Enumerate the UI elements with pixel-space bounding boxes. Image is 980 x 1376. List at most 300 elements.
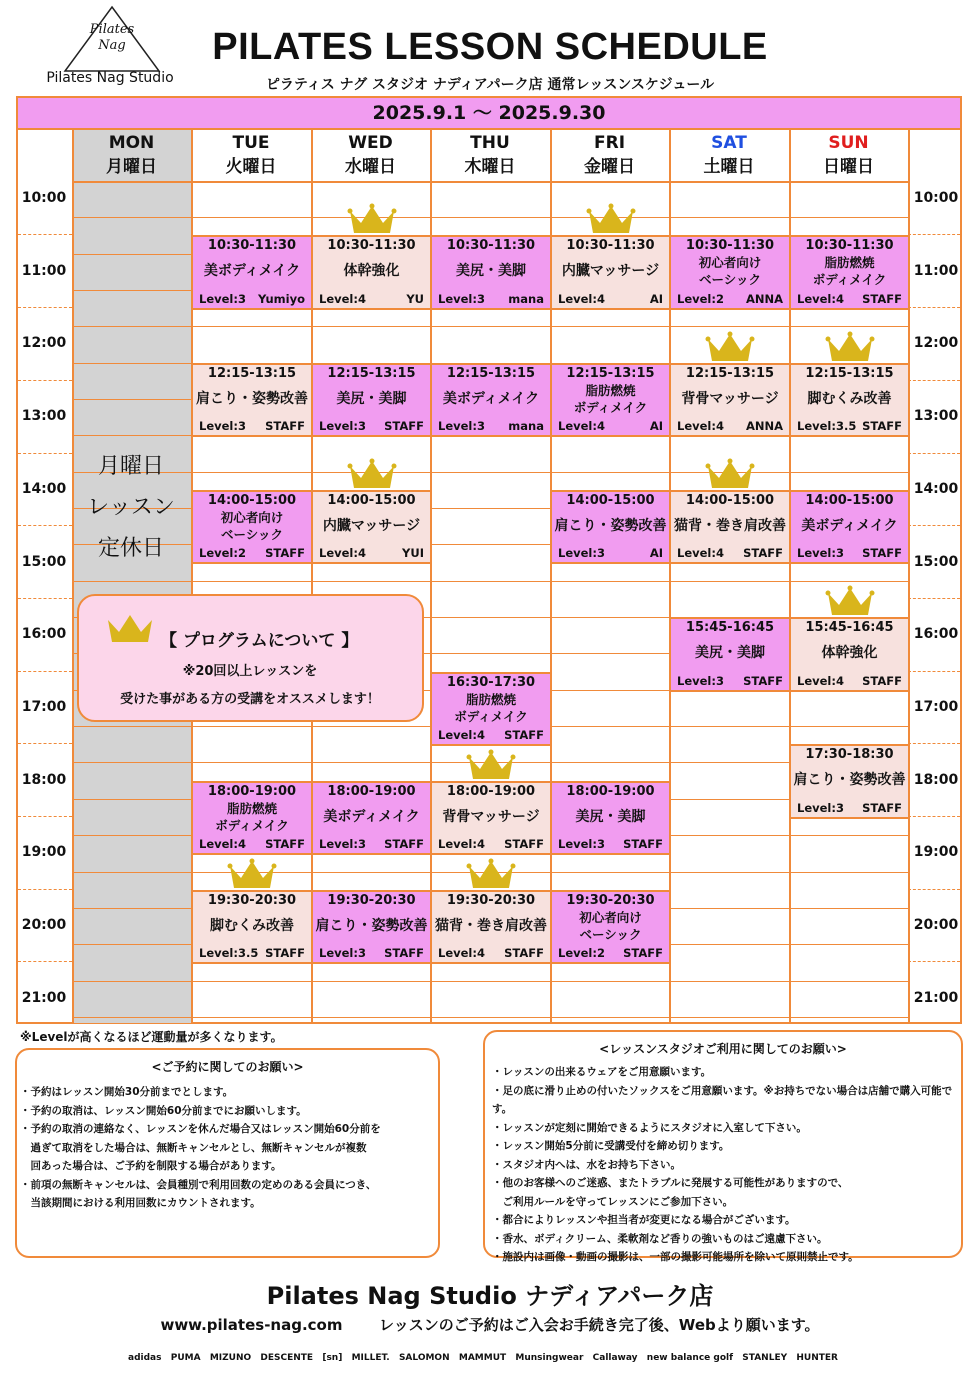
lesson-meta xyxy=(319,292,424,306)
lesson-meta xyxy=(797,419,902,433)
lesson-name-line: 猫背・巻き肩改善 xyxy=(435,917,547,934)
lesson-name xyxy=(791,254,908,288)
grid-row-line xyxy=(72,326,908,327)
lesson-time: 19:30-20:30 xyxy=(327,892,416,908)
time-dash-right xyxy=(908,889,960,890)
time-dash-right xyxy=(908,671,960,672)
note-item: 過ぎて取消をした場合は、無断キャンセルとし、無断キャンセルが複数 xyxy=(20,1141,367,1154)
lesson-time: 19:30-20:30 xyxy=(207,892,297,908)
brand-logo: adidas xyxy=(128,1353,162,1363)
time-label-right: 20:00 xyxy=(913,917,959,933)
lesson-time: 12:15-13:15 xyxy=(207,365,297,381)
lesson-name-line: 背骨マッサージ xyxy=(681,390,779,407)
lesson-name xyxy=(313,261,430,281)
lesson-card[interactable] xyxy=(669,363,791,438)
note-item: ・レッスンが定刻に開始できるようにスタジオに入室して下さい。 xyxy=(492,1121,807,1134)
lesson-level: Level:4 xyxy=(438,728,485,743)
lesson-level: Level:4 xyxy=(438,946,485,961)
time-dash-left xyxy=(18,525,72,526)
lesson-time: 17:30-18:30 xyxy=(805,747,894,763)
lesson-meta xyxy=(797,546,902,560)
lesson-name-line: ボディメイク xyxy=(454,708,528,724)
lesson-card[interactable] xyxy=(669,490,791,565)
lesson-card[interactable] xyxy=(311,235,432,310)
lesson-name-line: 美ボディメイク xyxy=(442,390,540,407)
lesson-time: 16:30-17:30 xyxy=(446,674,536,690)
lesson-level: Level:3.5 xyxy=(797,419,857,434)
lesson-time: 15:45-16:45 xyxy=(685,620,775,635)
lesson-time: 14:00-15:00 xyxy=(566,492,655,508)
lesson-name-line: 初心者向け xyxy=(220,509,284,525)
crown-icon xyxy=(586,203,636,237)
time-dash-left xyxy=(18,234,72,235)
lesson-level: Level:4 xyxy=(438,837,485,852)
time-dash-right xyxy=(908,307,960,308)
lesson-name-line: 脂肪燃焼 xyxy=(824,255,875,271)
lesson-name xyxy=(193,800,311,834)
note-item: ・都合によりレッスンや担当者が変更になる場合がございます。 xyxy=(492,1214,796,1226)
lesson-time: 10:30-11:30 xyxy=(327,238,416,254)
lesson-level: Level:4 xyxy=(677,546,724,561)
note-item: ・他のお客様へのご迷惑、またトラブルに発展する可能性がありますので、 xyxy=(492,1177,849,1189)
grid-row-line xyxy=(72,981,908,982)
footer-title: Pilates Nag Studio ナディアパーク店 xyxy=(266,1282,714,1310)
lesson-level: Level:2 xyxy=(677,291,724,306)
day-header-fri xyxy=(550,131,669,179)
program-line1: ※20回以上レッスンを xyxy=(182,664,318,679)
lesson-instructor: AI xyxy=(649,419,663,434)
lesson-name-line: 初心者向け xyxy=(579,909,642,925)
lesson-name-line: ベーシック xyxy=(698,272,761,288)
note-item: ・足の底に滑り止めの付いたソックスをご用意願います。※お持ちでない場合は店舗で購入可能です。 xyxy=(492,1084,953,1115)
lesson-name xyxy=(671,643,789,663)
page-title: PILATES LESSON SCHEDULE xyxy=(212,26,768,68)
time-label-left: 21:00 xyxy=(21,989,67,1006)
lesson-card[interactable] xyxy=(430,672,552,747)
lesson-card[interactable] xyxy=(311,490,432,565)
lesson-name xyxy=(552,516,669,536)
page-subtitle: ピラティス ナグ スタジオ ナディアパーク店 通常レッスンスケジュール xyxy=(265,77,715,93)
lesson-instructor: AI xyxy=(649,291,663,306)
lesson-meta xyxy=(558,837,663,851)
time-dash-left xyxy=(18,889,72,890)
lesson-card[interactable] xyxy=(430,781,552,856)
lesson-level: Level:3 xyxy=(319,946,366,961)
lesson-name xyxy=(313,516,430,536)
grid-row-line xyxy=(72,217,908,218)
lesson-name-line: 初心者向け xyxy=(698,255,762,271)
lesson-instructor: ANNA xyxy=(745,419,783,434)
lesson-name xyxy=(313,916,430,936)
day-header-thu xyxy=(430,131,550,179)
lesson-name-line: 内臓マッサージ xyxy=(561,263,660,280)
lesson-name xyxy=(671,254,789,288)
lesson-instructor: YU xyxy=(406,291,424,306)
lesson-name xyxy=(552,807,669,827)
lesson-level: Level:3 xyxy=(319,419,366,434)
lesson-card[interactable] xyxy=(789,363,910,438)
time-dash-right xyxy=(908,816,960,817)
lesson-card[interactable] xyxy=(311,890,432,965)
lesson-level: Level:4 xyxy=(319,546,366,561)
lesson-card[interactable] xyxy=(669,617,791,692)
lesson-meta xyxy=(438,419,544,433)
lesson-time: 18:00-19:00 xyxy=(566,783,655,799)
monday-closed-text: レッスン xyxy=(87,495,175,520)
crown-icon xyxy=(825,585,875,619)
lesson-time: 14:00-15:00 xyxy=(327,492,416,508)
lesson-level: Level:3 xyxy=(677,673,724,688)
time-label-right: 12:00 xyxy=(913,335,959,352)
time-dash-left xyxy=(18,598,72,599)
day-jp: 木曜日 xyxy=(464,157,516,177)
grid-row-line xyxy=(72,1017,908,1018)
lesson-level: Level:4 xyxy=(797,673,844,688)
time-label-left: 18:00 xyxy=(21,771,67,788)
brand-logo: STANLEY xyxy=(742,1353,788,1363)
lesson-card[interactable] xyxy=(430,235,552,310)
lesson-card[interactable] xyxy=(789,235,910,310)
note-item: ・予約の取消の連絡なく、レッスンを休んだ場合又はレッスン開始60分前を xyxy=(20,1123,381,1135)
note-item: ご利用ルールを守ってレッスンにご参加下さい。 xyxy=(492,1195,734,1208)
day-jp: 火曜日 xyxy=(225,157,277,177)
lesson-name xyxy=(193,509,311,543)
lesson-name-line: ボディメイク xyxy=(812,272,887,288)
time-label-left: 20:00 xyxy=(21,917,67,933)
note-item: ・予約はレッスン開始30分前までとします。 xyxy=(20,1086,234,1098)
note-item: ・レッスンの出来るウェアをご用意願います。 xyxy=(492,1066,712,1078)
day-en: MON xyxy=(108,133,155,153)
lesson-meta xyxy=(677,419,783,433)
lesson-name-line: 美尻・美脚 xyxy=(336,390,407,407)
time-label-right: 19:00 xyxy=(913,844,959,861)
lesson-level: Level:2 xyxy=(199,546,246,561)
lesson-card[interactable] xyxy=(789,617,910,692)
studio-notes-title: <レッスンスタジオご利用に関してのお願い> xyxy=(599,1042,847,1056)
lesson-card[interactable] xyxy=(550,890,671,965)
lesson-instructor: STAFF xyxy=(504,946,544,961)
note-item: ・レッスン開始5分前に受講受付を締め切ります。 xyxy=(492,1140,730,1152)
lesson-instructor: STAFF xyxy=(862,800,902,815)
lesson-card[interactable] xyxy=(311,781,432,856)
brand-logo: SALOMON xyxy=(398,1353,450,1363)
lesson-name-line: 体幹強化 xyxy=(821,645,878,661)
crown-icon xyxy=(705,331,755,365)
lesson-instructor: STAFF xyxy=(265,419,305,434)
lesson-instructor: AI xyxy=(649,546,663,561)
lesson-level: Level:3 xyxy=(199,291,246,306)
lesson-name xyxy=(552,382,669,416)
booking-instructions: レッスンのご予約はご入会お手続き完了後、Webより願います。 xyxy=(378,1316,820,1334)
lesson-time: 14:00-15:00 xyxy=(207,492,297,508)
lesson-instructor: STAFF xyxy=(265,946,305,961)
time-label-right: 21:00 xyxy=(913,989,959,1006)
crown-icon xyxy=(347,458,397,492)
time-dash-left xyxy=(18,671,72,672)
lesson-card[interactable] xyxy=(550,235,671,310)
lesson-meta xyxy=(319,837,424,851)
level-note: ※Levelが高くなるほど運動量が多くなります。 xyxy=(20,1030,283,1044)
logo-line1: Pilates xyxy=(89,22,135,37)
time-label-left: 16:00 xyxy=(21,626,67,643)
lesson-time: 10:30-11:30 xyxy=(566,238,655,254)
day-en: SAT xyxy=(711,133,747,153)
lesson-name xyxy=(432,389,550,409)
lesson-instructor: STAFF xyxy=(743,673,783,688)
lesson-card[interactable] xyxy=(550,363,671,438)
brand-logo: [sn] xyxy=(322,1353,343,1363)
lesson-card[interactable] xyxy=(550,490,671,565)
time-label-left: 12:00 xyxy=(21,335,67,352)
day-jp: 日曜日 xyxy=(823,157,874,177)
lesson-name-line: 美ボディメイク xyxy=(801,517,898,534)
crown-icon xyxy=(227,858,277,892)
lesson-instructor: STAFF xyxy=(862,546,902,561)
day-header-wed xyxy=(311,131,430,179)
lesson-name-line: 脚むくみ改善 xyxy=(210,917,294,934)
day-jp: 水曜日 xyxy=(345,157,396,177)
lesson-card[interactable] xyxy=(550,781,671,856)
lesson-name-line: 猫背・巻き肩改善 xyxy=(674,517,786,534)
day-en: WED xyxy=(348,133,393,153)
time-dash-left xyxy=(18,380,72,381)
lesson-name-line: ベーシック xyxy=(220,526,283,542)
time-label-left: 10:00 xyxy=(21,190,67,206)
time-label-right: 10:00 xyxy=(913,190,959,206)
crown-icon xyxy=(105,612,155,646)
lesson-meta xyxy=(438,837,544,851)
lesson-instructor: Yumiyo xyxy=(258,291,305,306)
lesson-level: Level:3 xyxy=(558,546,605,561)
brand-logo: new balance golf xyxy=(646,1353,734,1363)
lesson-name xyxy=(432,261,550,281)
lesson-name xyxy=(313,807,430,827)
lesson-name-line: 脚むくみ改善 xyxy=(807,390,892,407)
time-label-left: 11:00 xyxy=(21,262,67,279)
monday-closed-text: 月曜日 xyxy=(97,454,164,479)
lesson-name xyxy=(193,916,311,936)
day-en: THU xyxy=(470,133,510,153)
day-en: SUN xyxy=(828,133,869,153)
time-dash-right xyxy=(908,961,960,962)
lesson-time: 18:00-19:00 xyxy=(446,783,536,799)
time-label-left: 13:00 xyxy=(21,408,67,425)
day-en: FRI xyxy=(593,133,626,153)
time-label-left: 14:00 xyxy=(21,480,67,497)
time-dash-right xyxy=(908,525,960,526)
day-header-mon xyxy=(72,131,191,179)
studio-notes-list xyxy=(492,1063,962,1267)
lesson-name xyxy=(313,389,430,409)
date-range-bar: 2025.9.1 ～ 2025.9.30 xyxy=(18,98,960,130)
lesson-instructor: STAFF xyxy=(384,946,424,961)
lesson-level: Level:3 xyxy=(438,291,485,306)
lesson-level: Level:3 xyxy=(797,546,844,561)
lesson-name-line: 体幹強化 xyxy=(343,263,400,280)
day-jp: 月曜日 xyxy=(106,157,157,177)
lesson-instructor: YUI xyxy=(402,546,424,561)
note-item: ・香水、ボディクリーム、柔軟剤など香りの強いものはご遠慮下さい。 xyxy=(492,1232,828,1245)
lesson-card[interactable] xyxy=(191,890,313,965)
lesson-time: 10:30-11:30 xyxy=(805,238,894,254)
footer-website-line xyxy=(0,1314,980,1335)
lesson-name xyxy=(791,643,908,663)
brand-logo: DESCENTE xyxy=(260,1353,314,1363)
time-dash-right xyxy=(908,234,960,235)
lesson-time: 12:15-13:15 xyxy=(685,365,775,381)
lesson-name-line: 肩こり・姿勢改善 xyxy=(554,517,667,534)
brand-logo: MIZUNO xyxy=(209,1353,252,1363)
time-dash-left xyxy=(18,816,72,817)
lesson-level: Level:4 xyxy=(797,291,844,306)
program-title: 【 プログラムについて 】 xyxy=(160,631,359,651)
time-dash-left xyxy=(18,743,72,744)
lesson-level: Level:3 xyxy=(797,800,844,815)
time-label-right: 16:00 xyxy=(913,626,959,643)
lesson-name xyxy=(193,389,311,409)
lesson-level: Level:4 xyxy=(558,291,605,306)
lesson-meta xyxy=(797,674,902,688)
brand-logo: MILLET. xyxy=(351,1353,390,1363)
lesson-instructor: STAFF xyxy=(743,546,783,561)
time-label-right: 17:00 xyxy=(913,698,959,715)
studio-name: Pilates Nag Studio xyxy=(46,70,174,86)
lesson-card[interactable] xyxy=(430,890,552,965)
grid-row-line xyxy=(72,181,908,182)
lesson-meta xyxy=(558,946,663,960)
lesson-name-line: 肩こり・姿勢改善 xyxy=(315,917,428,934)
lesson-level: Level:2 xyxy=(558,946,605,961)
lesson-instructor: STAFF xyxy=(384,837,424,852)
lesson-instructor: STAFF xyxy=(623,946,663,961)
time-dash-right xyxy=(908,743,960,744)
lesson-meta xyxy=(199,946,305,960)
lesson-card[interactable] xyxy=(191,235,313,310)
lesson-name xyxy=(432,691,550,725)
lesson-name xyxy=(671,516,789,536)
lesson-meta xyxy=(199,546,305,560)
lesson-meta xyxy=(199,419,305,433)
lesson-time: 12:15-13:15 xyxy=(327,365,416,381)
lesson-time: 14:00-15:00 xyxy=(685,492,775,508)
lesson-card[interactable] xyxy=(191,781,313,856)
lesson-instructor: STAFF xyxy=(862,291,902,306)
lesson-time: 12:15-13:15 xyxy=(446,365,536,381)
time-label-left: 17:00 xyxy=(21,698,67,715)
lesson-card[interactable] xyxy=(430,363,552,438)
lesson-instructor: STAFF xyxy=(265,546,305,561)
lesson-card[interactable] xyxy=(191,490,313,565)
lesson-level: Level:4 xyxy=(199,837,246,852)
logo-line2: Nag xyxy=(98,38,126,53)
time-dash-right xyxy=(908,598,960,599)
lesson-time: 10:30-11:30 xyxy=(685,238,775,254)
lesson-meta xyxy=(438,946,544,960)
time-label-right: 15:00 xyxy=(913,553,959,570)
lesson-level: Level:3.5 xyxy=(199,946,259,961)
lesson-card[interactable] xyxy=(191,363,313,438)
lesson-time: 18:00-19:00 xyxy=(207,783,297,799)
lesson-name-line: ボディメイク xyxy=(215,817,289,833)
time-label-left: 19:00 xyxy=(21,844,67,861)
lesson-name-line: 肩こり・姿勢改善 xyxy=(793,772,906,789)
lesson-meta xyxy=(797,801,902,815)
day-jp: 土曜日 xyxy=(703,157,755,177)
lesson-name-line: 内臓マッサージ xyxy=(322,517,421,534)
lesson-time: 12:15-13:15 xyxy=(805,365,894,381)
lesson-instructor: STAFF xyxy=(862,419,902,434)
program-line2: 受けた事がある方の受講をオススメします！ xyxy=(120,692,380,707)
day-header-sun xyxy=(789,131,908,179)
crown-icon xyxy=(705,458,755,492)
note-item: ・予約の取消は、レッスン開始60分前までにお願いします。 xyxy=(20,1104,307,1117)
lesson-meta xyxy=(677,674,783,688)
lesson-name xyxy=(791,516,908,536)
lesson-name-line: ボディメイク xyxy=(573,399,648,415)
time-label-right: 18:00 xyxy=(913,771,959,788)
lesson-time: 19:30-20:30 xyxy=(566,892,655,908)
lesson-meta xyxy=(558,292,663,306)
monday-closed-text: 定休日 xyxy=(97,536,164,561)
lesson-time: 12:15-13:15 xyxy=(566,365,655,381)
lesson-instructor: STAFF xyxy=(384,419,424,434)
lesson-name xyxy=(791,389,908,409)
lesson-name-line: ベーシック xyxy=(579,926,642,942)
lesson-level: Level:3 xyxy=(199,419,246,434)
lesson-meta xyxy=(677,292,783,306)
crown-icon xyxy=(825,331,875,365)
lesson-time: 10:30-11:30 xyxy=(207,238,297,254)
day-jp: 金曜日 xyxy=(584,157,635,177)
lesson-name-line: 肩こり・姿勢改善 xyxy=(196,390,308,407)
time-label-right: 13:00 xyxy=(913,408,959,425)
website-link[interactable]: www.pilates-nag.com xyxy=(160,1316,343,1334)
lesson-instructor: STAFF xyxy=(623,837,663,852)
lesson-meta xyxy=(319,419,424,433)
lesson-level: Level:3 xyxy=(438,419,485,434)
lesson-time: 19:30-20:30 xyxy=(446,892,536,908)
brand-logo: HUNTER xyxy=(796,1353,838,1363)
logo-mark xyxy=(82,22,142,54)
lesson-card[interactable] xyxy=(311,363,432,438)
day-header-sat xyxy=(669,131,789,179)
lesson-name-line: 背骨マッサージ xyxy=(442,808,540,825)
note-item: 当該期間における利用回数にカウントされます。 xyxy=(20,1197,261,1209)
lesson-meta xyxy=(797,292,902,306)
crown-icon xyxy=(347,203,397,237)
lesson-card[interactable] xyxy=(789,744,910,819)
lesson-name xyxy=(552,261,669,281)
lesson-time: 15:45-16:45 xyxy=(805,620,894,635)
lesson-level: Level:4 xyxy=(677,419,724,434)
lesson-name-line: 美尻・美脚 xyxy=(695,645,765,661)
lesson-instructor: STAFF xyxy=(265,837,305,852)
lesson-instructor: mana xyxy=(508,419,544,434)
column-line xyxy=(72,128,74,1023)
lesson-name-line: 美尻・美脚 xyxy=(575,808,646,825)
lesson-meta xyxy=(199,837,305,851)
grid-row-line xyxy=(72,472,908,473)
note-item: ・スタジオ内へは、水をお持ち下さい。 xyxy=(492,1158,681,1171)
lesson-card[interactable] xyxy=(789,490,910,565)
lesson-time: 10:30-11:30 xyxy=(446,238,536,254)
brand-logo: Munsingwear xyxy=(515,1353,584,1363)
grid-row-line xyxy=(72,581,908,582)
lesson-card[interactable] xyxy=(669,235,791,310)
lesson-name xyxy=(671,389,789,409)
lesson-name xyxy=(432,916,550,936)
lesson-instructor: STAFF xyxy=(504,728,544,743)
